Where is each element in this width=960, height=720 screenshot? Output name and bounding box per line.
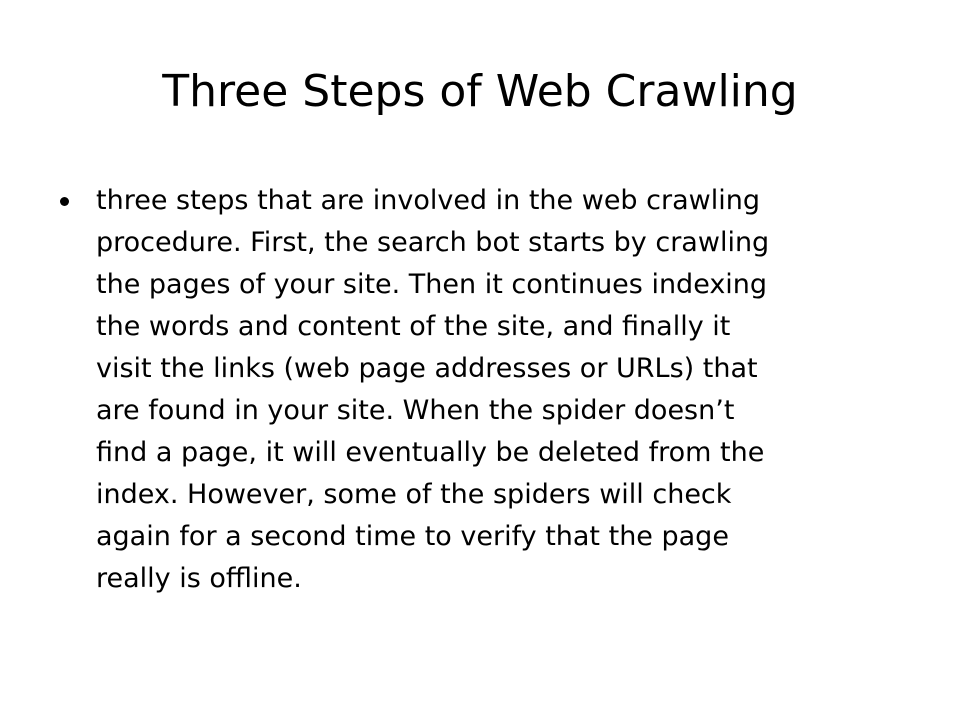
bullet-list (60, 180, 910, 600)
bullet-dot-icon (60, 197, 69, 206)
bullet-text-line: again for a second time to verify that the page (96, 521, 729, 552)
bullet-text-line: three steps that are involved in the web crawling (96, 185, 760, 216)
bullet-text-line: the pages of your site. Then it continues indexing (96, 269, 768, 300)
slide-title: Three Steps of Web Crawling (162, 66, 798, 117)
bullet-text-line: really is offline. (96, 563, 302, 594)
bullet-text-line: find a page, it will eventually be deleted from the (96, 437, 765, 468)
bullet-text-line: the words and content of the site, and finally it (96, 311, 731, 342)
bullet-text-line: visit the links (web page addresses or URLs) that (96, 353, 758, 384)
bullet-text-line: are found in your site. When the spider doesn’t (96, 395, 735, 426)
bullet-item (60, 180, 910, 600)
bullet-text-line: index. However, some of the spiders will check (96, 479, 732, 510)
bullet-text-line: procedure. First, the search bot starts by crawling (96, 227, 770, 258)
